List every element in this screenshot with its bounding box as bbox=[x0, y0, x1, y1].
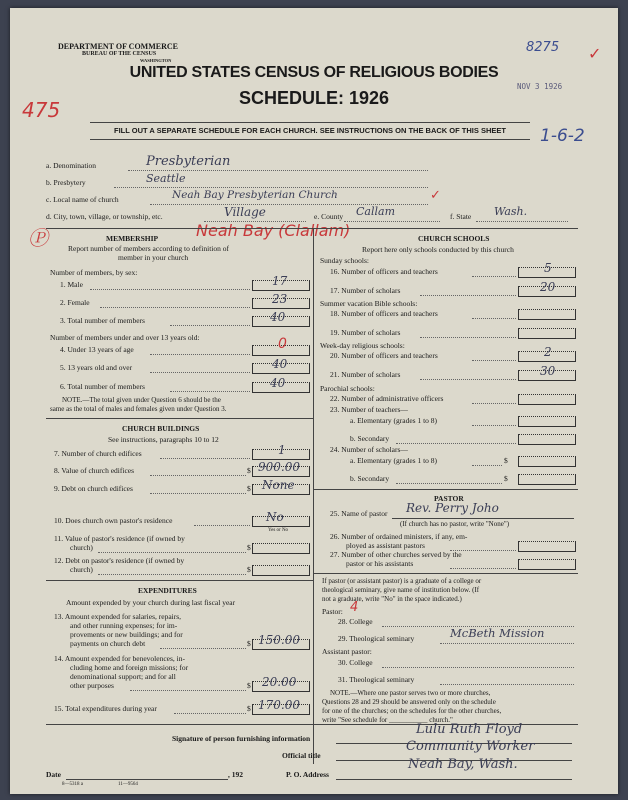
q27-box[interactable] bbox=[518, 559, 576, 570]
q8-value: 900.00 bbox=[258, 460, 300, 474]
signature-label: Signature of person furnishing information bbox=[172, 734, 311, 743]
census-schedule-page bbox=[10, 8, 618, 794]
q19-box[interactable] bbox=[518, 328, 576, 339]
presbytery-label: b. Presbytery bbox=[46, 178, 86, 187]
q18-label: 18. Number of officers and teachers bbox=[330, 309, 438, 318]
by-sex-label: Number of members, by sex: bbox=[50, 268, 138, 277]
stamp-date: NOV 3 1926 bbox=[517, 82, 563, 91]
dollar-sign: $ bbox=[247, 565, 251, 574]
q12-box[interactable] bbox=[252, 565, 310, 576]
q24b-label: b. Secondary bbox=[350, 474, 390, 483]
q23-label: 23. Number of teachers— bbox=[330, 405, 408, 414]
sunday-label: Sunday schools: bbox=[320, 256, 369, 265]
q2-value: 23 bbox=[272, 292, 288, 306]
q18-box[interactable] bbox=[518, 309, 576, 320]
q25-note: (If church has no pastor, write "None") bbox=[400, 520, 510, 528]
address-label: P. O. Address bbox=[286, 770, 329, 779]
q17-value: 20 bbox=[540, 280, 556, 294]
pastor-mark: 4 bbox=[350, 600, 359, 615]
assistant-pastor-label: Assistant pastor: bbox=[322, 647, 372, 656]
signature-value: Lulu Ruth Floyd bbox=[416, 722, 523, 737]
pastor-note: NOTE.—Where one pastor serves two or more churches, bbox=[330, 689, 491, 697]
q24-label: 24. Number of scholars— bbox=[330, 445, 408, 454]
q3-value: 40 bbox=[270, 310, 286, 324]
handwritten-location-note: Neah Bay (Clallam) bbox=[196, 221, 351, 240]
q11-label-2: church) bbox=[70, 543, 93, 552]
q30-label: 30. College bbox=[338, 658, 373, 667]
membership-instruction: Report number of members according to definition of bbox=[68, 244, 229, 253]
church-name-label: c. Local name of church bbox=[46, 195, 119, 204]
pastor-note-3: for one of the churches; on the schedules for the other churches, bbox=[322, 707, 502, 715]
handwritten-code: 1-6-2 bbox=[540, 126, 585, 146]
grad-instruction: If pastor (or assistant pastor) is a graduate of a college or bbox=[322, 577, 482, 585]
q15-value: 170.00 bbox=[258, 698, 300, 712]
expenditures-heading: EXPENDITURES bbox=[138, 586, 197, 595]
stamp-number: 8275 bbox=[526, 40, 560, 55]
date-label: Date bbox=[46, 770, 61, 779]
q23b-box[interactable] bbox=[518, 434, 576, 445]
dollar-sign: $ bbox=[504, 456, 508, 465]
membership-note: NOTE.—The total given under Question 6 should be the bbox=[62, 396, 221, 404]
q13-label-4: payments on church debt bbox=[70, 639, 146, 648]
red-mark-icon: Ⓟ bbox=[28, 226, 48, 250]
seminary-value: McBeth Mission bbox=[450, 626, 545, 640]
q6-value: 40 bbox=[270, 376, 286, 390]
q23a-label: a. Elementary (grades 1 to 8) bbox=[350, 416, 438, 425]
parochial-label: Parochial schools: bbox=[320, 384, 375, 393]
membership-note-2: same as the total of males and females given under Question 3. bbox=[50, 405, 227, 413]
q10-label: 10. Does church own pastor's residence bbox=[54, 516, 173, 525]
membership-instruction-2: member in your church bbox=[118, 253, 189, 262]
dollar-sign: $ bbox=[247, 484, 251, 493]
q4-label: 4. Under 13 years of age bbox=[60, 345, 134, 354]
q5-value: 40 bbox=[272, 357, 288, 371]
washington-label: WASHINGTON bbox=[140, 58, 172, 63]
q22-box[interactable] bbox=[518, 394, 576, 405]
q1-value: 17 bbox=[272, 274, 288, 288]
q31-label: 31. Theological seminary bbox=[338, 675, 415, 684]
city-value: Village bbox=[224, 205, 266, 219]
q1-label: 1. Male bbox=[60, 280, 83, 289]
year-label: , 192 bbox=[228, 770, 243, 779]
q16-value: 5 bbox=[544, 261, 552, 275]
q26-box[interactable] bbox=[518, 541, 576, 552]
denomination-label: a. Denomination bbox=[46, 161, 96, 170]
age-label: Number of members under and over 13 years old: bbox=[50, 333, 200, 342]
q27-label: 27. Number of other churches served by the bbox=[330, 550, 462, 559]
q13-label-2: and other running expenses; for im- bbox=[70, 621, 178, 630]
address-value: Neah Bay, Wash. bbox=[408, 757, 518, 772]
q23b-label: b. Secondary bbox=[350, 434, 390, 443]
city-label: d. City, town, village, or township, etc. bbox=[46, 212, 163, 221]
q2-label: 2. Female bbox=[60, 298, 90, 307]
q3-label: 3. Total number of members bbox=[60, 316, 145, 325]
dollar-sign: $ bbox=[247, 639, 251, 648]
denomination-value: Presbyterian bbox=[146, 154, 231, 169]
q28-label: 28. College bbox=[338, 617, 373, 626]
dollar-sign: $ bbox=[247, 704, 251, 713]
q7-label: 7. Number of church edifices bbox=[54, 449, 142, 458]
q11-box[interactable] bbox=[252, 543, 310, 554]
q22-label: 22. Number of administrative officers bbox=[330, 394, 444, 403]
county-value: Callam bbox=[356, 205, 395, 218]
form-title: UNITED STATES CENSUS OF RELIGIOUS BODIES bbox=[129, 64, 499, 81]
grad-instruction-2: theological seminary, give name of institution below. (If bbox=[322, 586, 480, 594]
handwritten-number-475: 475 bbox=[22, 98, 61, 122]
q11-label: 11. Value of pastor's residence (if owned by bbox=[54, 534, 185, 543]
q9-value: None bbox=[262, 478, 295, 492]
q21-label: 21. Number of scholars bbox=[330, 370, 401, 379]
q13-label: 13. Amount expended for salaries, repairs, bbox=[54, 612, 182, 621]
schedule-title: SCHEDULE: 1926 bbox=[238, 88, 390, 108]
check-mark-icon: ✓ bbox=[588, 44, 602, 63]
q14-label: 14. Amount expended for benevolences, in- bbox=[54, 654, 186, 663]
q9-label: 9. Debt on church edifices bbox=[54, 484, 133, 493]
summer-label: Summer vacation Bible schools: bbox=[320, 299, 418, 308]
q19-label: 19. Number of scholars bbox=[330, 328, 401, 337]
church-name-value: Neah Bay Presbyterian Church bbox=[172, 189, 338, 201]
department-label: DEPARTMENT OF COMMERCE bbox=[58, 42, 179, 51]
q26-label-2: ployed as assistant pastors bbox=[346, 541, 425, 550]
form-number: 8—5318 a bbox=[62, 782, 83, 787]
q4-value: 0 bbox=[278, 336, 287, 352]
church-buildings-heading: CHURCH BUILDINGS bbox=[122, 424, 200, 433]
q24b-box[interactable] bbox=[518, 474, 576, 485]
q16-label: 16. Number of officers and teachers bbox=[330, 267, 438, 276]
q24a-box[interactable] bbox=[518, 456, 576, 467]
q5-label: 5. 13 years old and over bbox=[60, 363, 133, 372]
presbytery-value: Seattle bbox=[146, 172, 186, 185]
q7-value: 1 bbox=[278, 443, 286, 457]
q14-value: 20.00 bbox=[262, 675, 297, 689]
q6-label: 6. Total number of members bbox=[60, 382, 145, 391]
dollar-sign: $ bbox=[247, 543, 251, 552]
q23a-box[interactable] bbox=[518, 416, 576, 427]
official-title-label: Official title bbox=[282, 751, 321, 760]
pastor-label: Pastor: bbox=[322, 607, 343, 616]
grad-instruction-3: not a graduate, write "No" in the space indicated.) bbox=[322, 595, 462, 603]
q10-value: No bbox=[266, 510, 284, 524]
bureau-label: BUREAU OF THE CENSUS bbox=[82, 51, 157, 57]
dollar-sign: $ bbox=[504, 474, 508, 483]
q27-label-2: pastor or his assistants bbox=[346, 559, 414, 568]
q14-label-4: other purposes bbox=[70, 681, 114, 690]
print-number: 11—9564 bbox=[118, 782, 138, 787]
pastor-note-2: Questions 28 and 29 should be answered only on the schedule bbox=[322, 698, 496, 706]
q20-value: 2 bbox=[544, 345, 552, 359]
q17-label: 17. Number of scholars bbox=[330, 286, 401, 295]
q14-label-3: denominational support; and for all bbox=[70, 672, 176, 681]
dollar-sign: $ bbox=[247, 681, 251, 690]
q24a-label: a. Elementary (grades 1 to 8) bbox=[350, 456, 438, 465]
q29-label: 29. Theological seminary bbox=[338, 634, 415, 643]
county-label: e. County bbox=[314, 212, 344, 221]
weekday-label: Week-day religious schools: bbox=[320, 341, 405, 350]
instruction-line: FILL OUT A SEPARATE SCHEDULE FOR EACH CHURCH. SEE INSTRUCTIONS ON THE BACK OF THIS SHEET bbox=[114, 126, 506, 135]
state-value: Wash. bbox=[494, 205, 528, 218]
q12-label: 12. Debt on pastor's residence (if owned by bbox=[54, 556, 185, 565]
membership-heading: MEMBERSHIP bbox=[106, 234, 159, 243]
pastor-note-4: write "See schedule for ___________ church." bbox=[322, 716, 453, 724]
q14-label-2: cluding home and foreign missions; for bbox=[70, 663, 189, 672]
q8-label: 8. Value of church edifices bbox=[54, 466, 135, 475]
q21-value: 30 bbox=[540, 364, 556, 378]
q20-label: 20. Number of officers and teachers bbox=[330, 351, 438, 360]
pastor-name-value: Rev. Perry Joho bbox=[406, 501, 499, 515]
schools-instruction: Report here only schools conducted by this church bbox=[362, 245, 514, 254]
official-title-value: Community Worker bbox=[406, 739, 535, 754]
q13-label-3: provements or new buildings; and for bbox=[70, 630, 183, 639]
check-mark-icon: ✓ bbox=[430, 188, 441, 203]
pastor-heading: PASTOR bbox=[434, 494, 464, 503]
expenditures-instruction: Amount expended by your church during last fiscal year bbox=[66, 598, 236, 607]
yes-no-hint: Yes or No bbox=[268, 528, 289, 533]
state-label: f. State bbox=[450, 212, 472, 221]
q13-value: 150.00 bbox=[258, 633, 300, 647]
q25-label: 25. Name of pastor bbox=[330, 509, 388, 518]
q26-label: 26. Number of ordained ministers, if any, em- bbox=[330, 532, 468, 541]
dollar-sign: $ bbox=[247, 466, 251, 475]
q15-label: 15. Total expenditures during year bbox=[54, 704, 157, 713]
buildings-instruction: See instructions, paragraphs 10 to 12 bbox=[108, 435, 219, 444]
church-schools-heading: CHURCH SCHOOLS bbox=[418, 234, 490, 243]
q12-label-2: church) bbox=[70, 565, 93, 574]
